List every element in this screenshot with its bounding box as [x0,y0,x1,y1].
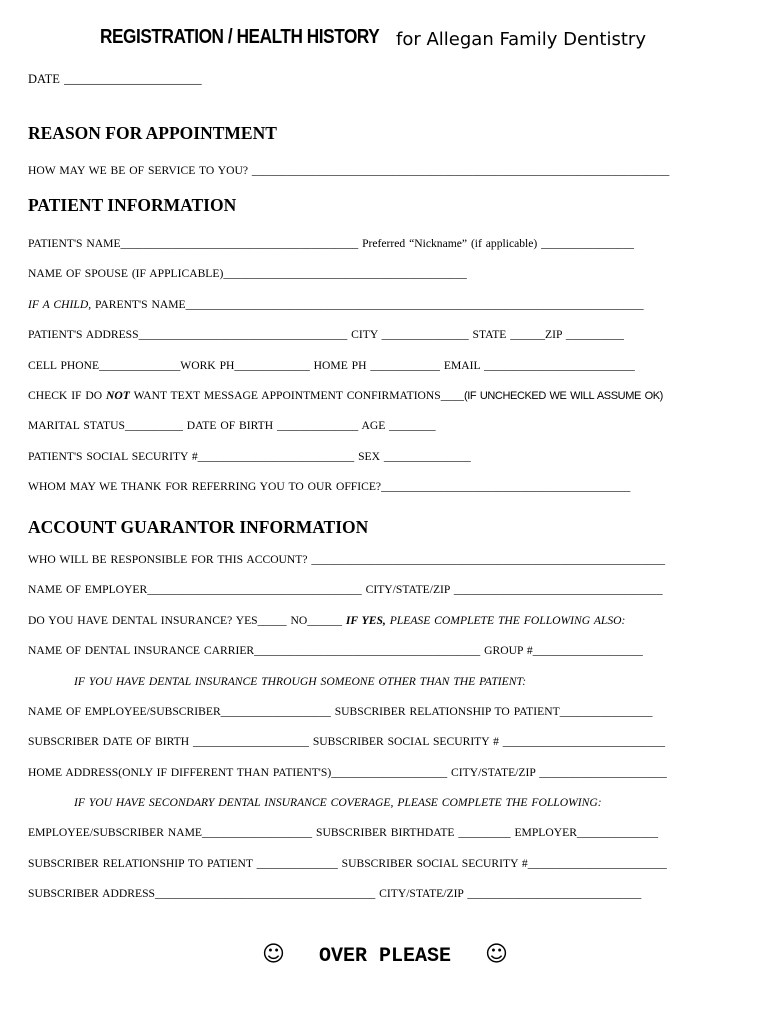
address-field[interactable]: PATIENT'S ADDRESS____________________________________ CITY _______________ STATE ______ZIP __________ [28,328,624,341]
text-optout-not: NOT [106,389,130,402]
ssn-field[interactable]: PATIENT'S SOCIAL SECURITY #___________________________ SEX _______________ [28,450,471,463]
subscriber-relationship-field[interactable]: SUBSCRIBER RELATIONSHIP TO PATIENT ______________ SUBSCRIBER SOCIAL SECURITY #________________________ [28,857,667,870]
complete-following-label: PLEASE COMPLETE THE FOLLOWING ALSO: [385,614,626,627]
patient-name-field[interactable]: PATIENT'S NAME_________________________________________ Preferred “Nickname” (if applicable) ________________ [28,237,634,250]
text-optout-field[interactable] [28,389,663,402]
secondary-insurance-note: IF YOU HAVE SECONDARY DENTAL INSURANCE COVERAGE, PLEASE COMPLETE THE FOLLOWING: [74,796,602,809]
marital-field[interactable]: MARITAL STATUS__________ DATE OF BIRTH ______________ AGE ________ [28,419,436,432]
employer-field[interactable]: NAME OF EMPLOYER_____________________________________ CITY/STATE/ZIP ____________________________________ [28,583,663,596]
over-please-text: OVER PLEASE [318,945,451,968]
insurance-field[interactable] [28,614,625,627]
employee-subscriber-field[interactable]: EMPLOYEE/SUBSCRIBER NAME___________________ SUBSCRIBER BIRTHDATE _________ EMPLOYER______________ [28,826,659,839]
responsible-field[interactable]: WHO WILL BE RESPONSIBLE FOR THIS ACCOUNT? _____________________________________________________________ [28,553,666,566]
section-guarantor: ACCOUNT GUARANTOR INFORMATION [28,517,369,537]
subscriber-field[interactable]: NAME OF EMPLOYEE/SUBSCRIBER___________________ SUBSCRIBER RELATIONSHIP TO PATIENT________________ [28,705,653,718]
section-reason: REASON FOR APPOINTMENT [28,123,277,143]
referral-field[interactable]: WHOM MAY WE THANK FOR REFERRING YOU TO OUR OFFICE?___________________________________________ [28,480,631,493]
parent-name-field[interactable] [28,298,644,311]
text-optout-label-b: WANT TEXT MESSAGE APPOINTMENT CONFIRMATIONS____ [129,389,464,402]
text-optout-note: (IF UNCHECKED WE WILL ASSUME OK) [463,390,663,402]
over-please-footer [262,942,508,968]
other-insurance-note: IF YOU HAVE DENTAL INSURANCE THROUGH SOMEONE OTHER THAN THE PATIENT: [74,675,527,688]
phones-field[interactable]: CELL PHONE______________WORK PH_____________ HOME PH ____________ EMAIL __________________________ [28,359,635,372]
smiley-icon: ☺ [485,942,508,967]
text-optout-label-a: CHECK IF DO [28,389,107,402]
form-subtitle: for Allegan Family Dentistry [396,29,646,50]
section-patient: PATIENT INFORMATION [28,195,237,215]
spouse-field[interactable]: NAME OF SPOUSE (IF APPLICABLE)__________________________________________ [28,267,467,280]
insurance-label: DO YOU HAVE DENTAL INSURANCE? YES_____ NO______ [28,614,346,627]
subscriber-dob-field[interactable]: SUBSCRIBER DATE OF BIRTH ____________________ SUBSCRIBER SOCIAL SECURITY # ____________________________ [28,735,666,748]
service-field[interactable]: HOW MAY WE BE OF SERVICE TO YOU? ________________________________________________________________________ [28,164,670,177]
child-label: IF A CHILD, [28,298,92,311]
subscriber-address-field[interactable]: SUBSCRIBER ADDRESS______________________________________ CITY/STATE/ZIP ______________________________ [28,887,642,900]
home-address-field[interactable]: HOME ADDRESS(ONLY IF DIFFERENT THAN PATIENT'S)____________________ CITY/STATE/ZIP ______________________ [28,766,667,779]
date-field[interactable]: DATE ______________________ [28,72,202,86]
parent-name-label: PARENT'S NAME_______________________________________________________________________________ [91,298,644,311]
form-title: REGISTRATION / HEALTH HISTORY [100,26,380,48]
smiley-icon: ☺ [262,942,285,967]
if-yes-label: IF YES, [345,614,386,627]
carrier-field[interactable]: NAME OF DENTAL INSURANCE CARRIER_______________________________________ GROUP #___________________ [28,644,643,657]
